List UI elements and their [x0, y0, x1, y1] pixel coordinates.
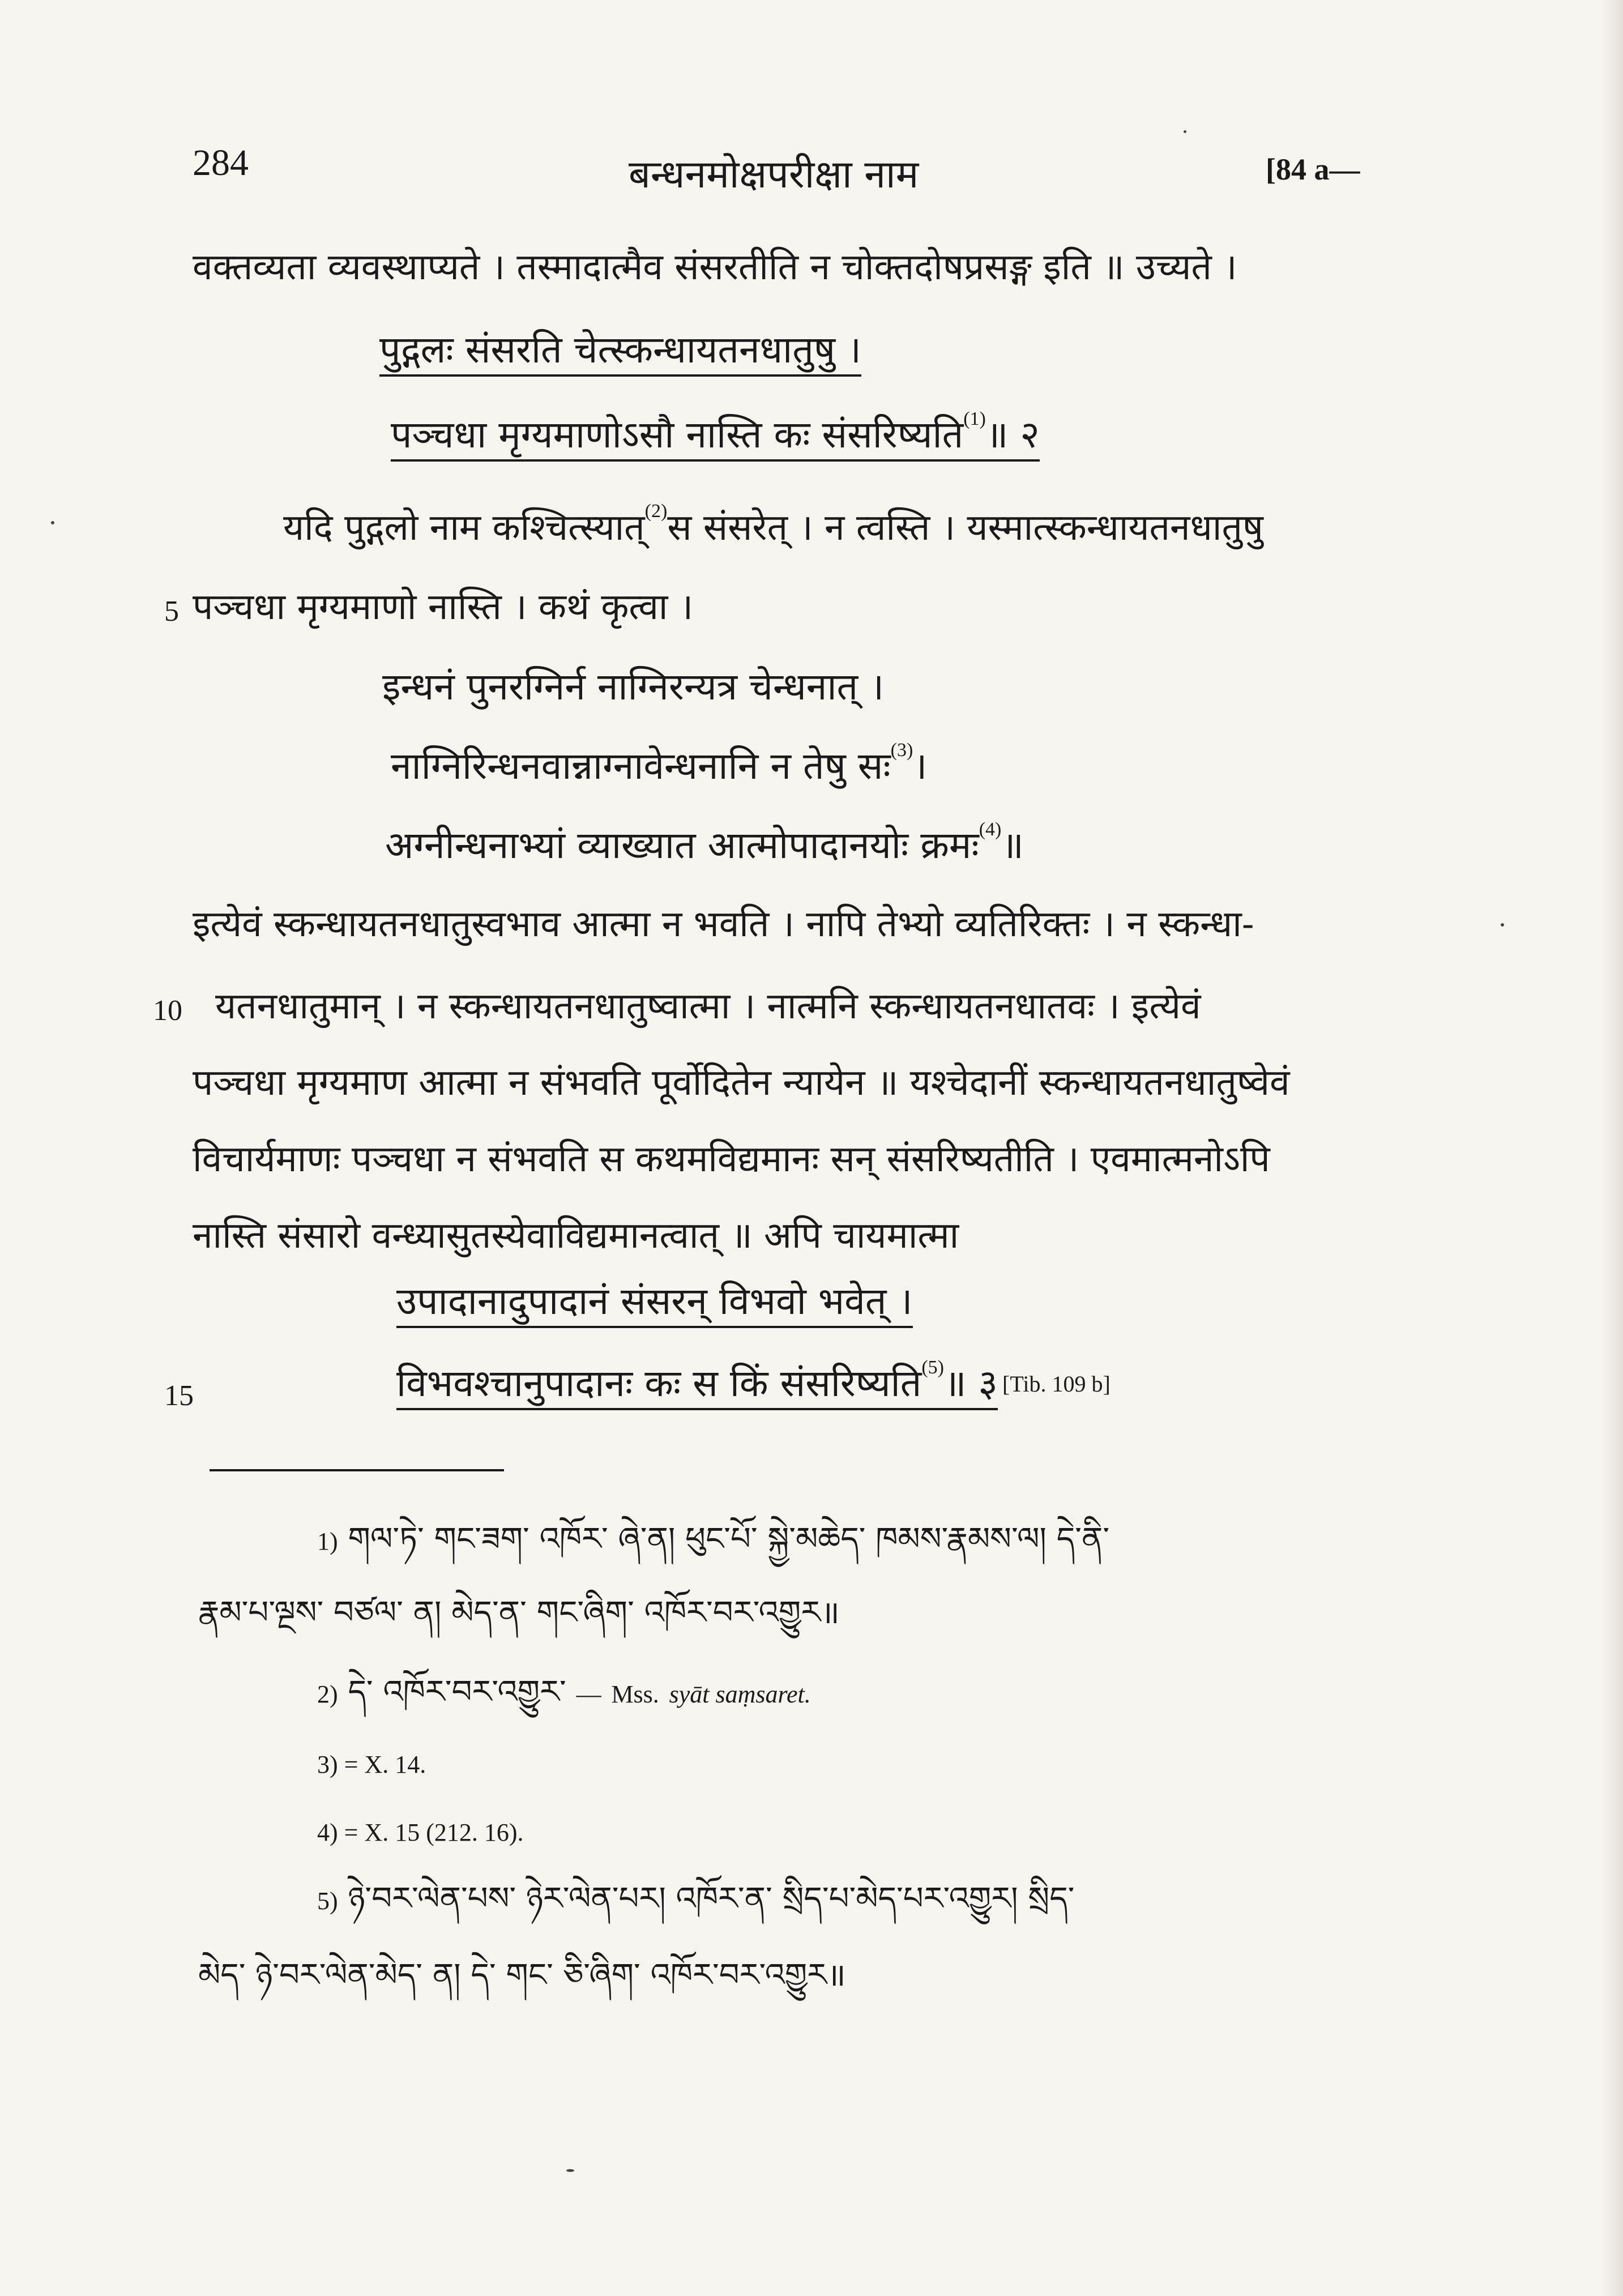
footnote-marker: (4) — [979, 819, 1002, 840]
footnote-number: 2) — [317, 1680, 338, 1708]
prose-text: यदि पुद्गलो नाम कश्चित्स्यात् — [283, 507, 645, 549]
prose-line-3: पञ्चधा मृग्यमाणो नास्ति । कथं कृत्वा । — [193, 586, 694, 628]
tibetan-folio-ref: [Tib. 109 b] — [1002, 1371, 1111, 1397]
footnote-text: གལ་ཏེ་ གང་ཟག་ འཁོར་ ཞེ་ན། ཕུང་པོ་ སྐྱེ་མཆེད་ ཁམས་རྣམས་ལ། དེ་ནི་ — [348, 1521, 1110, 1557]
footnote-text: = X. 15 (212. 16). — [344, 1819, 524, 1846]
footnote-mss: Mss. — [611, 1680, 659, 1708]
footnote-reading: syāt saṃsaret. — [669, 1680, 811, 1708]
verse-punct: ॥ — [1001, 823, 1024, 867]
footnote-rule — [210, 1469, 504, 1471]
footnote-number: 4) — [317, 1819, 338, 1846]
footnote-marker: (5) — [921, 1357, 944, 1378]
footnote-2 — [317, 1676, 811, 1708]
verse-text: नाग्निरिन्धनवान्नाग्नावेन्धनानि न तेषु सः — [391, 744, 891, 788]
footnote-1-line-1 — [317, 1523, 1109, 1555]
verse-text: विभवश्चानुपादानः कः स किं संसरिष्यति — [396, 1362, 922, 1405]
footnote-dash: — — [576, 1680, 601, 1708]
verse-text: अग्नीन्धनाभ्यां व्याख्यात आत्मोपादानयोः क्रमः — [385, 823, 979, 867]
footnote-marker: (1) — [963, 408, 986, 429]
verse-line-6: उपादानादुपादानं संसरन् विभवो भवेत् । — [396, 1283, 913, 1328]
footnote-text: ཉེ་བར་ལེན་པས་ ཉེར་ལེན་པར། འཁོར་ན་ སྲིད་པ་མེད་པར་འགྱུར། སྲིད་ — [348, 1880, 1075, 1917]
prose-line-8: नास्ति संसारो वन्ध्यासुतस्येवाविद्यमानत्वात् ॥ अपि चायमात्मा — [193, 1215, 959, 1257]
scan-speck — [51, 521, 54, 524]
footnote-text: = X. 14. — [344, 1751, 426, 1778]
scan-speck — [566, 2169, 574, 2172]
prose-line-7: विचार्यमाणः पञ्चधा न संभवति स कथमविद्यमानः सन् संसरिष्यतीति । एवमात्मनोऽपि — [193, 1138, 1270, 1180]
prose-line-6: पञ्चधा मृग्यमाण आत्मा न संभवति पूर्वोदितेन न्यायेन ॥ यश्चेदानीं स्कन्धायतनधातुष्वेवं — [193, 1062, 1290, 1104]
verse-line-7 — [396, 1357, 998, 1410]
verse-number: ॥ २ — [985, 413, 1040, 456]
running-title: बन्धनमोक्षपरीक्षा नाम — [629, 152, 919, 197]
footnote-3 — [317, 1750, 426, 1779]
verse-line-2 — [391, 408, 1040, 462]
prose-line-4: इत्येवं स्कन्धायतनधातुस्वभाव आत्मा न भवति । नापि तेभ्यो व्यतिरिक्तः । न स्कन्धा- — [193, 903, 1254, 945]
scan-speck — [1184, 130, 1186, 133]
prose-line-5: यतनधातुमान् । न स्कन्धायतनधातुष्वात्मा । नात्मनि स्कन्धायतनधातवः । इत्येवं — [215, 985, 1201, 1027]
footnote-marker: (2) — [644, 501, 668, 522]
verse-line-4 — [391, 740, 928, 788]
folio-reference: [84 a— — [1266, 152, 1360, 186]
page-number: 284 — [193, 142, 249, 183]
line-number: 10 — [153, 995, 182, 1027]
footnote-1-line-2: རྣམ་པ་ལྔས་ བཙལ་ ན། མེད་ན་ གང་ཞིག་ འཁོར་བར་འགྱུར॥ — [198, 1594, 840, 1631]
scan-speck — [1501, 923, 1504, 927]
verse-line-5 — [385, 819, 1024, 867]
page-edge-shadow — [1600, 0, 1623, 2296]
prose-line-1: वक्तव्यता व्यवस्थाप्यते । तस्मादात्मैव संसरतीति न चोक्तदोषप्रसङ्ग इति ॥ उच्यते । — [193, 246, 1237, 288]
footnote-tibetan: དེ་ འཁོར་བར་འགྱུར་ — [348, 1674, 566, 1710]
footnote-number: 3) — [317, 1751, 338, 1778]
footnote-4 — [317, 1818, 524, 1847]
line-number: 15 — [164, 1380, 194, 1412]
footnote-5-line-2: མེད་ ཉེ་བར་ལེན་མེད་ ན། དེ་ གང་ ཅི་ཞིག་ འཁོར་བར་འགྱུར॥ — [198, 1957, 846, 1994]
footnote-marker: (3) — [890, 740, 913, 761]
prose-text-cont: स संसरेत् । न त्वस्ति । यस्मात्स्कन्धायतनधातुषु — [667, 507, 1263, 549]
verse-text: पञ्चधा मृग्यमाणोऽसौ नास्ति कः संसरिष्यति — [391, 413, 964, 456]
verse-line-1: पुद्गलः संसरति चेत्स्कन्धायतनधातुषु । — [379, 331, 861, 377]
verse-number: ॥ ३ — [944, 1362, 998, 1405]
footnote-number: 5) — [317, 1887, 338, 1915]
verse-line-3: इन्धनं पुनरग्निर्न नाग्निरन्यत्र चेन्धनात् । — [382, 665, 885, 709]
footnote-5-line-1 — [317, 1880, 1075, 1917]
verse-punct: । — [913, 744, 928, 788]
line-number: 5 — [164, 595, 179, 628]
prose-line-2 — [283, 501, 1263, 549]
footnote-number: 1) — [317, 1527, 338, 1555]
